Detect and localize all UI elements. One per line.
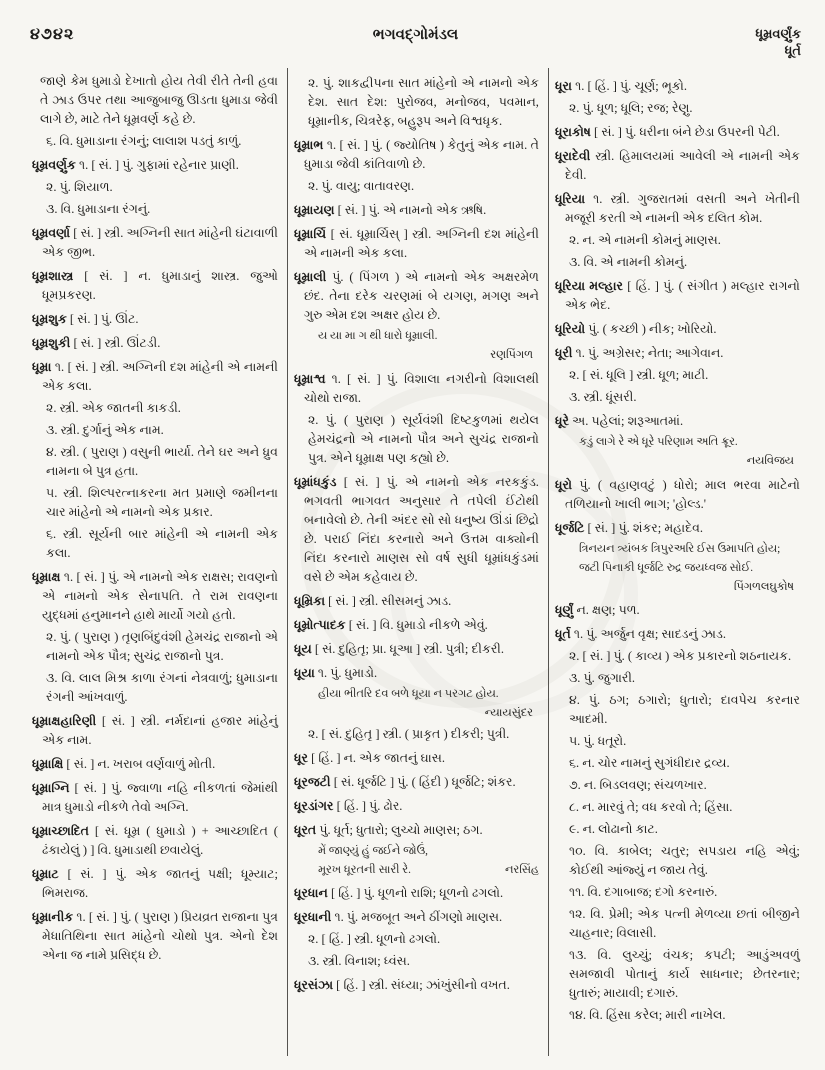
headword: ધૂર્ત [554, 627, 574, 642]
dictionary-entry: ધૂમ્રાક્ષહારિણી [ સં. ] સ્ત્રી. નર્મદાનાં હજાર માંહેનું એક નામ. [32, 714, 278, 747]
attribution: નરસિંહ [504, 864, 539, 877]
page-number: ૪૭૪૨ [30, 26, 75, 43]
dictionary-entry: ધૂમ્રાશ્વ ૧. [ સં. ] પું. વિશાલા નગરીનો વિશાલથી ચોથો રાજા. [293, 371, 539, 405]
verse-line: ય યા મા ગ થી ધારો ધૂમ્રાલી. [317, 330, 438, 342]
page-title: ભગવદ્ગોમંડલ [372, 27, 459, 43]
sense-line: ૭. ન. બિડલવણ; સંચળખાર. [568, 778, 707, 793]
sense-line: ૨. પું. ( પુરાણ ) સૂર્યવંશી દિષ્ટકુળમાં થયેલ હેમચંદ્રનો એ નામનો પૌત્ર અને સુચંદ્ર રાજાનો પુત્ર. એને ધૂમ્રાક્ષ પણ કહ્યો છે. [307, 412, 539, 465]
headword: ધૂમ્રાગ્નિ [32, 781, 75, 795]
headword: ધૂરા [554, 79, 576, 93]
dictionary-entry: ધૂરો પું. ( વહાણવટું ) ધોરો; માલ ભરવા માટેનો તળિયાનો ખાલી ભાગ; 'હોલ્ડ.' [554, 477, 800, 511]
headword: ધૂમ્રાક્ષિ [32, 757, 67, 771]
sense-line: ૨. પું. શિયાળ. [46, 180, 113, 194]
headword: ધૂર [293, 751, 312, 766]
column-2 [287, 68, 548, 1056]
dictionary-entry: ધૂમ્રાનીક ૧. [ સં. ] પું. ( પુરાણ ) પ્રિયવ્રત રાજાના પુત્ર મેધાતિથિના સાત માંહેનો ચોથો પુત્ર. એનો દેશ એના જ નામે પ્રસિદ્ધ છે. [32, 910, 278, 962]
sense-line: ૫. સ્ત્રી. શિલ્પરત્નાકરના મત પ્રમાણે જમીનના ચાર માંહેનો એ નામનો એક પ્રકાર. [46, 486, 278, 519]
headword: ધૂરધાન [293, 885, 331, 900]
headword: ધૂરત [293, 823, 320, 838]
dictionary-entry: ધૂમ્રા ૧. [ સં. ] સ્ત્રી. અગ્નિની દશ માંહેની એ નામની એક કલા. [32, 360, 278, 393]
sense-line: ૨. [ સં. ] પું. ( કાવ્ય ) એક પ્રકારનો શઠનાયક. [568, 649, 792, 664]
headword: ધૂમ્રશાસ્ત્ર [32, 269, 85, 283]
dictionary-entry: ધૂમ્રાભ ૧. [ સં. ] પું. ( જ્યોતિષ ) કેતુનું એક નામ. તે ધુમાડા જેવી કાંતિવાળો છે. [293, 138, 539, 171]
headword: ધૂરાકોષ [554, 125, 595, 139]
sense-line: ૬. સ્ત્રી. સૂર્યની બાર માંહેની એ નામની એક કલા. [46, 527, 278, 560]
dictionary-entry: ધૂરી ૧. પું. અગ્રેસર; નેતા; આગેવાન. [554, 346, 724, 360]
headword: ધૂયા [293, 665, 318, 680]
sense-line: ૩. વિ. એ નામની કોમનું. [568, 255, 688, 269]
headword: ધૂમ્રાંધકુંડ [293, 474, 344, 489]
verse-line: હીયા ભીતરિ દવ બળે ધૂયા ન પરગટ હોય. [317, 687, 499, 700]
sense-line: ૨. [ હિં. ] સ્ત્રી. ધૂળનો ઢગલો. [307, 931, 441, 946]
sense-line: ૨. [ સં. દુહિતૃ ] સ્ત્રી. ( પ્રાકૃત ) દીકરી; પુત્રી. [307, 727, 510, 742]
headword: ધૂરે [554, 414, 573, 428]
dictionary-entry: ધૂરધાની ૧. પું. મજબૂત અને ઠીંગણો માણસ. [293, 909, 503, 924]
columns [26, 68, 809, 1056]
sense-line: ૨. પું. વાયુ; વાતાવરણ. [307, 179, 415, 193]
sense-line: ૩. વિ. લાલ મિશ્ર કાળા રંગનાં નેત્રવાળું; ધુમાડાના રંગની આંખવાળું. [46, 671, 278, 704]
dictionary-entry: ધૂરા ૧. [ હિં. ] પું. ચૂર્ણ; ભૂકો. [554, 79, 687, 93]
dictionary-entry: ધૂરજટી [ સં. ધૂર્જટિ ] પું. ( હિંદી ) ધૂર્જટિ; શંકર. [293, 775, 516, 790]
dictionary-entry: ધૂમ્રાચ્છાદિત [ સં. ધૂમ્ર ( ધુમાડો ) + આચ્છાદિત ( ઢંકાયેલું ) ] વિ. ધુમાડાથી છવાયેલું. [32, 824, 278, 857]
dictionary-entry: ધૂમ્રાક્ષ ૧. [ સં. ] પું. એ નામનો એક રાક્ષસ; રાવણનો એ નામનો એક સેનાપતિ. તે રામ રાવણના યુદ્ધમાં હનુમાનને હાથે માર્યો ગયો હતો. [32, 570, 278, 622]
dictionary-entry: ધૂરત પું. ધૂર્ત; ધુતારો; લુચ્ચો માણસ; ઠગ. [293, 823, 483, 838]
headword: ધૂમ્રિકા [293, 593, 329, 608]
dictionary-entry: ધૂરસંઝા [ હિં. ] સ્ત્રી. સંધ્યા; ઝાંખુંસીનો વખત. [293, 977, 510, 992]
headword: ધૂમ્રશુક [32, 312, 70, 326]
sense-line: ૩. પું. જુગારી. [568, 671, 636, 686]
headword: ધૂમ્રાભ [293, 138, 327, 152]
dictionary-entry: ધૂર્ણું ન. ક્ષણ; પળ. [554, 603, 640, 618]
sense-line: ૧૨. વિ. પ્રેમી; એક પત્ની મેળવ્યા છતાં બીજીને ચાહનાર; વિલાસી. [568, 907, 800, 941]
sense-line: ૮. ન. મારવું તે; વધ કરવો તે; હિંસા. [568, 800, 733, 815]
dictionary-entry: ધૂર્ત ૧. પું. અર્જુન વૃક્ષ; સાદડનું ઝાડ. [554, 627, 726, 642]
dictionary-entry: ધૂમ્રશાસ્ત્ર [ સં. ] ન. ધુમાડાનું શાસ્ત્ર. જુઓ ધૂમપ્રકરણ. [32, 269, 278, 302]
verse-line: મેં જાણ્યું હું જઈને જોઉં, [317, 845, 429, 858]
dictionary-entry: ધૂય [ સં. દુહિતૃ; પ્રા. ધૂઆ ] સ્ત્રી. પુત્રી; દીકરી. [293, 641, 504, 656]
sense-line: ૪. સ્ત્રી. ( પુરાણ ) વસુની ભાર્યા. તેને ઘર અને ધ્રુવ નામના બે પુત્ર હતા. [46, 445, 278, 478]
dictionary-entry: ધૂમ્રશુકી [ સં. ] સ્ત્રી. ઊંટડી. [32, 336, 161, 350]
sense-line: ૨. ન. એ નામની કોમનું માણસ. [568, 233, 721, 247]
guide-word-bottom: ધૂર્ત [784, 42, 801, 58]
headword: ધૂમ્રાશ્વ [293, 371, 332, 386]
headword: ધૂરો [554, 477, 580, 492]
headword: ધૂમ્રોત્પાદક [293, 617, 349, 632]
headword: ધૂમ્રાર્ચિ [293, 227, 331, 241]
sense-line: ૬. વિ. ધુમાડાના રંગનું; લાલાશ પડતું કાળું. [46, 134, 242, 148]
sense-line: ૧૪. વિ. હિંસા કરેલ; મારી નાખેલ. [568, 1008, 726, 1023]
headword: ધૂમ્રાક્ષહારિણી [32, 714, 102, 728]
headword: ધૂરડાંગર [293, 799, 337, 814]
attribution: રણપિંગળ [490, 349, 533, 362]
verse-line: કડું લાગે રે એ ધૂરે પરિણામ અતિ ક્રૂર. [578, 436, 738, 448]
dictionary-entry: ધૂમ્રોત્પાદક [ સં. ] વિ. ધુમાડો નીકળે એવું. [293, 617, 488, 632]
dictionary-entry: ધૂરધાન [ હિં. ] પું. ધૂળનો રાશિ; ધૂળનો ઢગલો. [293, 885, 504, 900]
headword: ધૂમ્રશુકી [32, 336, 74, 350]
column-3 [548, 68, 809, 1056]
dictionary-entry: ધૂરાકોષ [ સં. ] પું. ધરીના બંને છેડા ઉપરની પેટી. [554, 125, 780, 139]
attribution: નયવિજય [746, 455, 794, 468]
headword: ધૂર્ણું [554, 603, 577, 618]
headword: ધૂમ્રાયણ [293, 203, 338, 217]
sense-line: ૨. પું. ( પુરાણ ) તૃણબિંદુવંશી હેમચંદ્ર રાજાનો એ નામનો એક પૌત્ર; સુચંદ્ર રાજાનો પુત્ર. [46, 630, 278, 663]
dictionary-entry: ધૂરડાંગર [ હિં. ] પું. ઢોર. [293, 799, 403, 814]
headword: ધૂમ્રાચ્છાદિત [32, 824, 95, 838]
attribution: ન્યાયસુંદર [484, 706, 533, 719]
column-1 [26, 68, 287, 1056]
verse-line: નરસિંહ મૂરખ ધૂરતની સારી રે. [294, 862, 539, 878]
guide-word-top: ધૂમ્રવર્ણુંક [755, 26, 801, 41]
dictionary-entry: ધૂમ્રશુક [ સં. ] પું. ઊંટ. [32, 312, 139, 326]
headword: ધૂમ્રવર્ણા [32, 226, 74, 240]
dictionary-entry: ધૂમ્રાક્ષિ [ સં. ] ન. ખરાબ વર્ણવાળું મોતી. [32, 757, 216, 771]
dictionary-entry: ધૂમ્રવર્ણુક ૧. [ સં. ] પું. ગુફામાં રહેનાર પ્રાણી. [32, 158, 239, 172]
page-header [30, 26, 801, 60]
dictionary-entry: ધૂમ્રાંધકુંડ [ સં. ] પું. એ નામનો એક નરકકુંડ. ભગવતી ભાગવત અનુસાર તે તપેલી ઈંટોથી બનાવેલો છે. તેની અંદર સો સો ધનુષ્ય ઊંડાં છિદ્રો છે. પરાઈ નિંદા કરનારો અને ઉત્તમ વાક્યોની નિંદા કરનારો માણસ સો વર્ષ સુધી ધૂમ્રાંધકુંડમાં વસે છે એમ કહેવાય છે. [293, 474, 539, 584]
dictionary-entry: ધૂર્જટિ [ સં. ] પું. શંકર; મહાદેવ. [554, 520, 704, 535]
dictionary-entry: ધૂમ્રિકા [ સં. ] સ્ત્રી. સીસમનું ઝાડ. [293, 593, 452, 608]
headword: ધૂરસંઝા [293, 977, 337, 992]
headword: ધૂર્જટિ [554, 520, 588, 535]
headword: ધૂરધાની [293, 909, 335, 924]
sense-line: ૨. [ સં. ધૂલિ ] સ્ત્રી. ધૂળ; માટી. [568, 368, 709, 382]
sense-line: ૧૩. વિ. લુચ્ચું; વંચક; કપટી; આડુંઅવળું સમજાવી પોતાનું કાર્ય સાધનાર; છેતરનાર; ધુતારું; માયાવી; દગારું. [568, 948, 800, 1001]
headword: ધૂમ્રાલી [293, 270, 333, 284]
headword: ધૂય [293, 641, 315, 656]
headword: ધૂમ્રા [32, 360, 55, 374]
headword: ધૂરિયા [554, 192, 594, 206]
attribution: પિંગળલઘુકોષ [733, 581, 794, 594]
sense-line: ૧૦. વિ. કાબેલ; ચતુર; સપડાય નહિ એવું; કોઈથી આંજ્યું ન જાય તેવું. [568, 844, 800, 878]
headword: ધૂમ્રવર્ણુક [32, 158, 79, 172]
sense-line: ૬. ન. ચોર નામનું સુગંધીદાર દ્રવ્ય. [568, 756, 730, 771]
dictionary-entry: ધૂમ્રવર્ણા [ સં. ] સ્ત્રી. અગ્નિની સાત માંહેની ઘંટાવાળી એક જીભ. [32, 226, 278, 259]
headword: ધૂરિયા મલ્હાર [554, 279, 628, 293]
sense-line: ૪. પું. ઠગ; ઠગારો; ધુતારો; દાવપેચ કરનાર આદમી. [568, 693, 800, 727]
verse-line: જટી પિનાકી ધૂર્જટિ રુદ્ર જયધ્વજ સોઈ. [578, 561, 754, 574]
sense-line: ૫. પું. ધતૂરો. [568, 734, 627, 749]
dictionary-entry: ધૂરિયા ૧. સ્ત્રી. ગુજરાતમાં વસતી અને ખેતીની મજૂરી કરતી એ નામની એક દલિત કોમ. [554, 192, 800, 225]
headword: ધૂમ્રાક્ષ [32, 570, 64, 584]
headword: ધૂરાદેવી [554, 149, 596, 163]
sense-line: ૨. સ્ત્રી. એક જાતની કાકડી. [46, 401, 181, 415]
headword: ધૂરિયો [554, 322, 589, 336]
dictionary-entry: ધૂર [ હિં. ] ન. એક જાતનું ઘાસ. [293, 751, 445, 766]
verse-line: ત્રિનયન ત્ર્યંબક ત્રિપુરઅરિ ઈસ ઉમાપતિ હોય; [578, 542, 781, 555]
dictionary-entry: ધૂરિયો પું. ( કચ્છી ) નીક; ખોરિયો. [554, 322, 717, 336]
headword: ધૂમ્રાટ [32, 867, 68, 881]
headword: ધૂરજટી [293, 775, 334, 790]
dictionary-entry: ધૂરિયા મલ્હાર [ હિં. ] પું. ( સંગીત ) મલ્હાર રાગનો એક ભેદ. [554, 279, 800, 312]
dictionary-entry: ધૂમ્રાટ [ સં. ] પું. એક જાતનું પક્ષી; ધૂમ્યાટ; ભિમરાજ. [32, 867, 278, 900]
sense-line: ૩. સ્ત્રી. દુર્ગાનું એક નામ. [46, 423, 164, 437]
guide-words [755, 26, 801, 60]
headword: ધૂરી [554, 346, 576, 360]
dictionary-entry: ધૂરે અ. પહેલાં; શરૂઆતમાં. [554, 414, 684, 428]
continuation-text: જાણે કેમ ધુમાડો દેખાતો હોય તેવી રીતે તેની હવા તે ઝાડ ઉપર તથા આજુબાજુ ઊડતા ધુમાડા જેવી લાગે છે, માટે તેને ધૂમ્રવર્ણ કહે છે. [40, 74, 278, 126]
dictionary-entry: ધૂમ્રાગ્નિ [ સં. ] પું. જ્વાળા નહિ નીકળતાં જેમાંથી માત્ર ધુમાડો નીકળે તેવો અગ્નિ. [32, 781, 278, 814]
sense-line: ૩. સ્ત્રી. ધૂંસરી. [568, 390, 637, 404]
dictionary-entry: ધૂરાદેવી સ્ત્રી. હિમાલયમાં આવેલી એ નામની એક દેવી. [554, 149, 800, 182]
sense-line: ૩. વિ. ધુમાડાના રંગનું. [46, 202, 151, 216]
headword: ધૂમ્રાનીક [32, 910, 77, 924]
dictionary-entry: ધૂયા ૧. પું. ધુમાડો. [293, 665, 378, 680]
sense-line: ૨. પું. ધૂળ; ધૂલિ; રજ; રેણુ. [568, 101, 693, 115]
sense-line: ૧૧. વિ. દગાબાજ; દગો કરનારું. [568, 885, 718, 900]
sense-line: ૩. સ્ત્રી. વિનાશ; ધ્વંસ. [307, 953, 410, 968]
sense-line: ૨. પું. શાકદ્વીપના સાત માંહેનો એ નામનો એક દેશ. સાત દેશ: પુરોજવ, મનોજવ, પવમાન, ધૂમ્રાનીક, ચિત્રરેફ, બહુરૂપ અને વિશ્વધૃક. [307, 76, 539, 128]
dictionary-entry: ધૂમ્રાલી પું. ( પિંગળ ) એ નામનો એક અક્ષરમેળ છંદ. તેના દરેક ચરણમાં બે યગણ, મગણ અને ગુરુ એમ દશ અક્ષર હોય છે. [293, 270, 539, 322]
dictionary-entry: ધૂમ્રાર્ચિ [ સં. ધૂમ્રાર્ચિસ્ ] સ્ત્રી. અગ્નિની દશ માંહેની એ નામની એક કલા. [293, 227, 539, 260]
dictionary-entry: ધૂમ્રાયણ [ સં. ] પું. એ નામનો એક ઋષિ. [293, 203, 487, 217]
sense-line: ૯. ન. લોઢાનો કાટ. [568, 822, 658, 837]
